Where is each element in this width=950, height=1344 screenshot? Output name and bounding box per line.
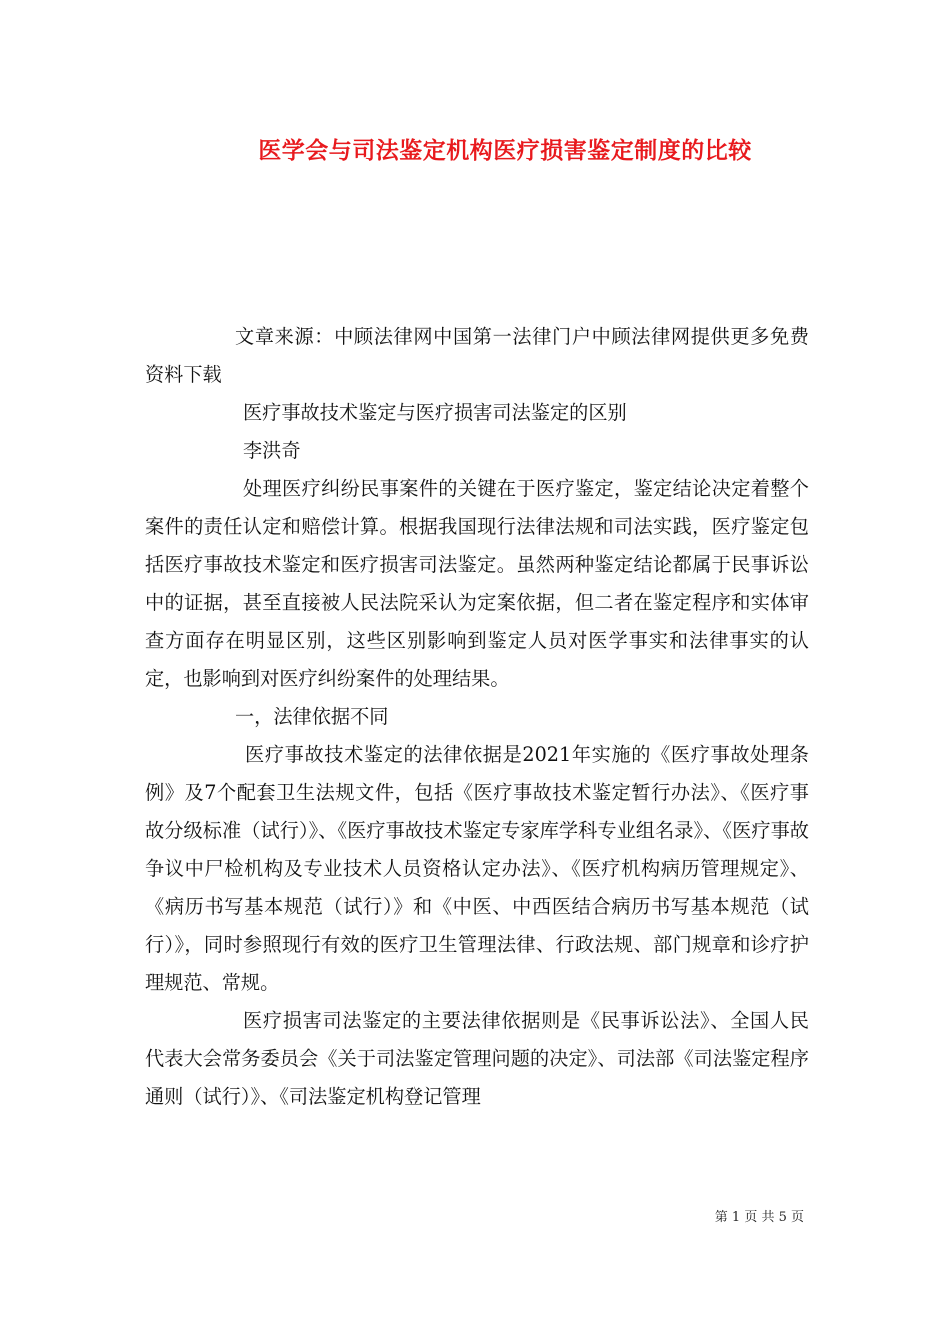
paragraph-medical-basis: 医疗事故技术鉴定的法律依据是2021年实施的《医疗事故处理条例》及7个配套卫生法规文件，包括《医疗事故技术鉴定暂行办法》、《医疗事故分级标准（试行）》、《医疗事故技术鉴定专家库学科专业组名录》、《医疗事故争议中尸检机构及专业技术人员资格认定办法》、《医疗机构病历管理规定》、《病历书写基本规范（试行）》和《中医、中西医结合病历书写基本规范（试行）》，同时参照现行有效的医疗卫生管理法律、行政法规、部门规章和诊疗护理规范、常规。	[145, 743, 809, 994]
page-footer: 第 1 页 共 5 页	[714, 1210, 804, 1225]
paragraph-intro: 处理医疗纠纷民事案件的关键在于医疗鉴定，鉴定结论决定着整个案件的责任认定和赔偿计算。根据我国现行法律法规和司法实践，医疗鉴定包括医疗事故技术鉴定和医疗损害司法鉴定。虽然两种鉴定结论都属于民事诉讼中的证据，甚至直接被人民法院采认为定案依据，但二者在鉴定程序和实体审查方面存在明显区别，这些区别影响到鉴定人员对医学事实和法律事实的认定，也影响到对医疗纠纷案件的处理结果。	[145, 477, 809, 690]
subtitle: 医疗事故技术鉴定与医疗损害司法鉴定的区别	[243, 401, 627, 424]
source-line: 文章来源：中顾法律网中国第一法律门户中顾法律网提供更多免费资料下载	[145, 325, 809, 386]
document-body	[145, 318, 809, 1116]
document-title: 医学会与司法鉴定机构医疗损害鉴定制度的比较	[258, 137, 752, 164]
paragraph-judicial-basis: 医疗损害司法鉴定的主要法律依据则是《民事诉讼法》、全国人民代表大会常务委员会《关于司法鉴定管理问题的决定》、司法部《司法鉴定程序通则（试行）》、《司法鉴定机构登记管理	[145, 1009, 809, 1108]
section-heading: 一，法律依据不同	[235, 705, 389, 728]
author: 李洪奇	[243, 439, 301, 462]
